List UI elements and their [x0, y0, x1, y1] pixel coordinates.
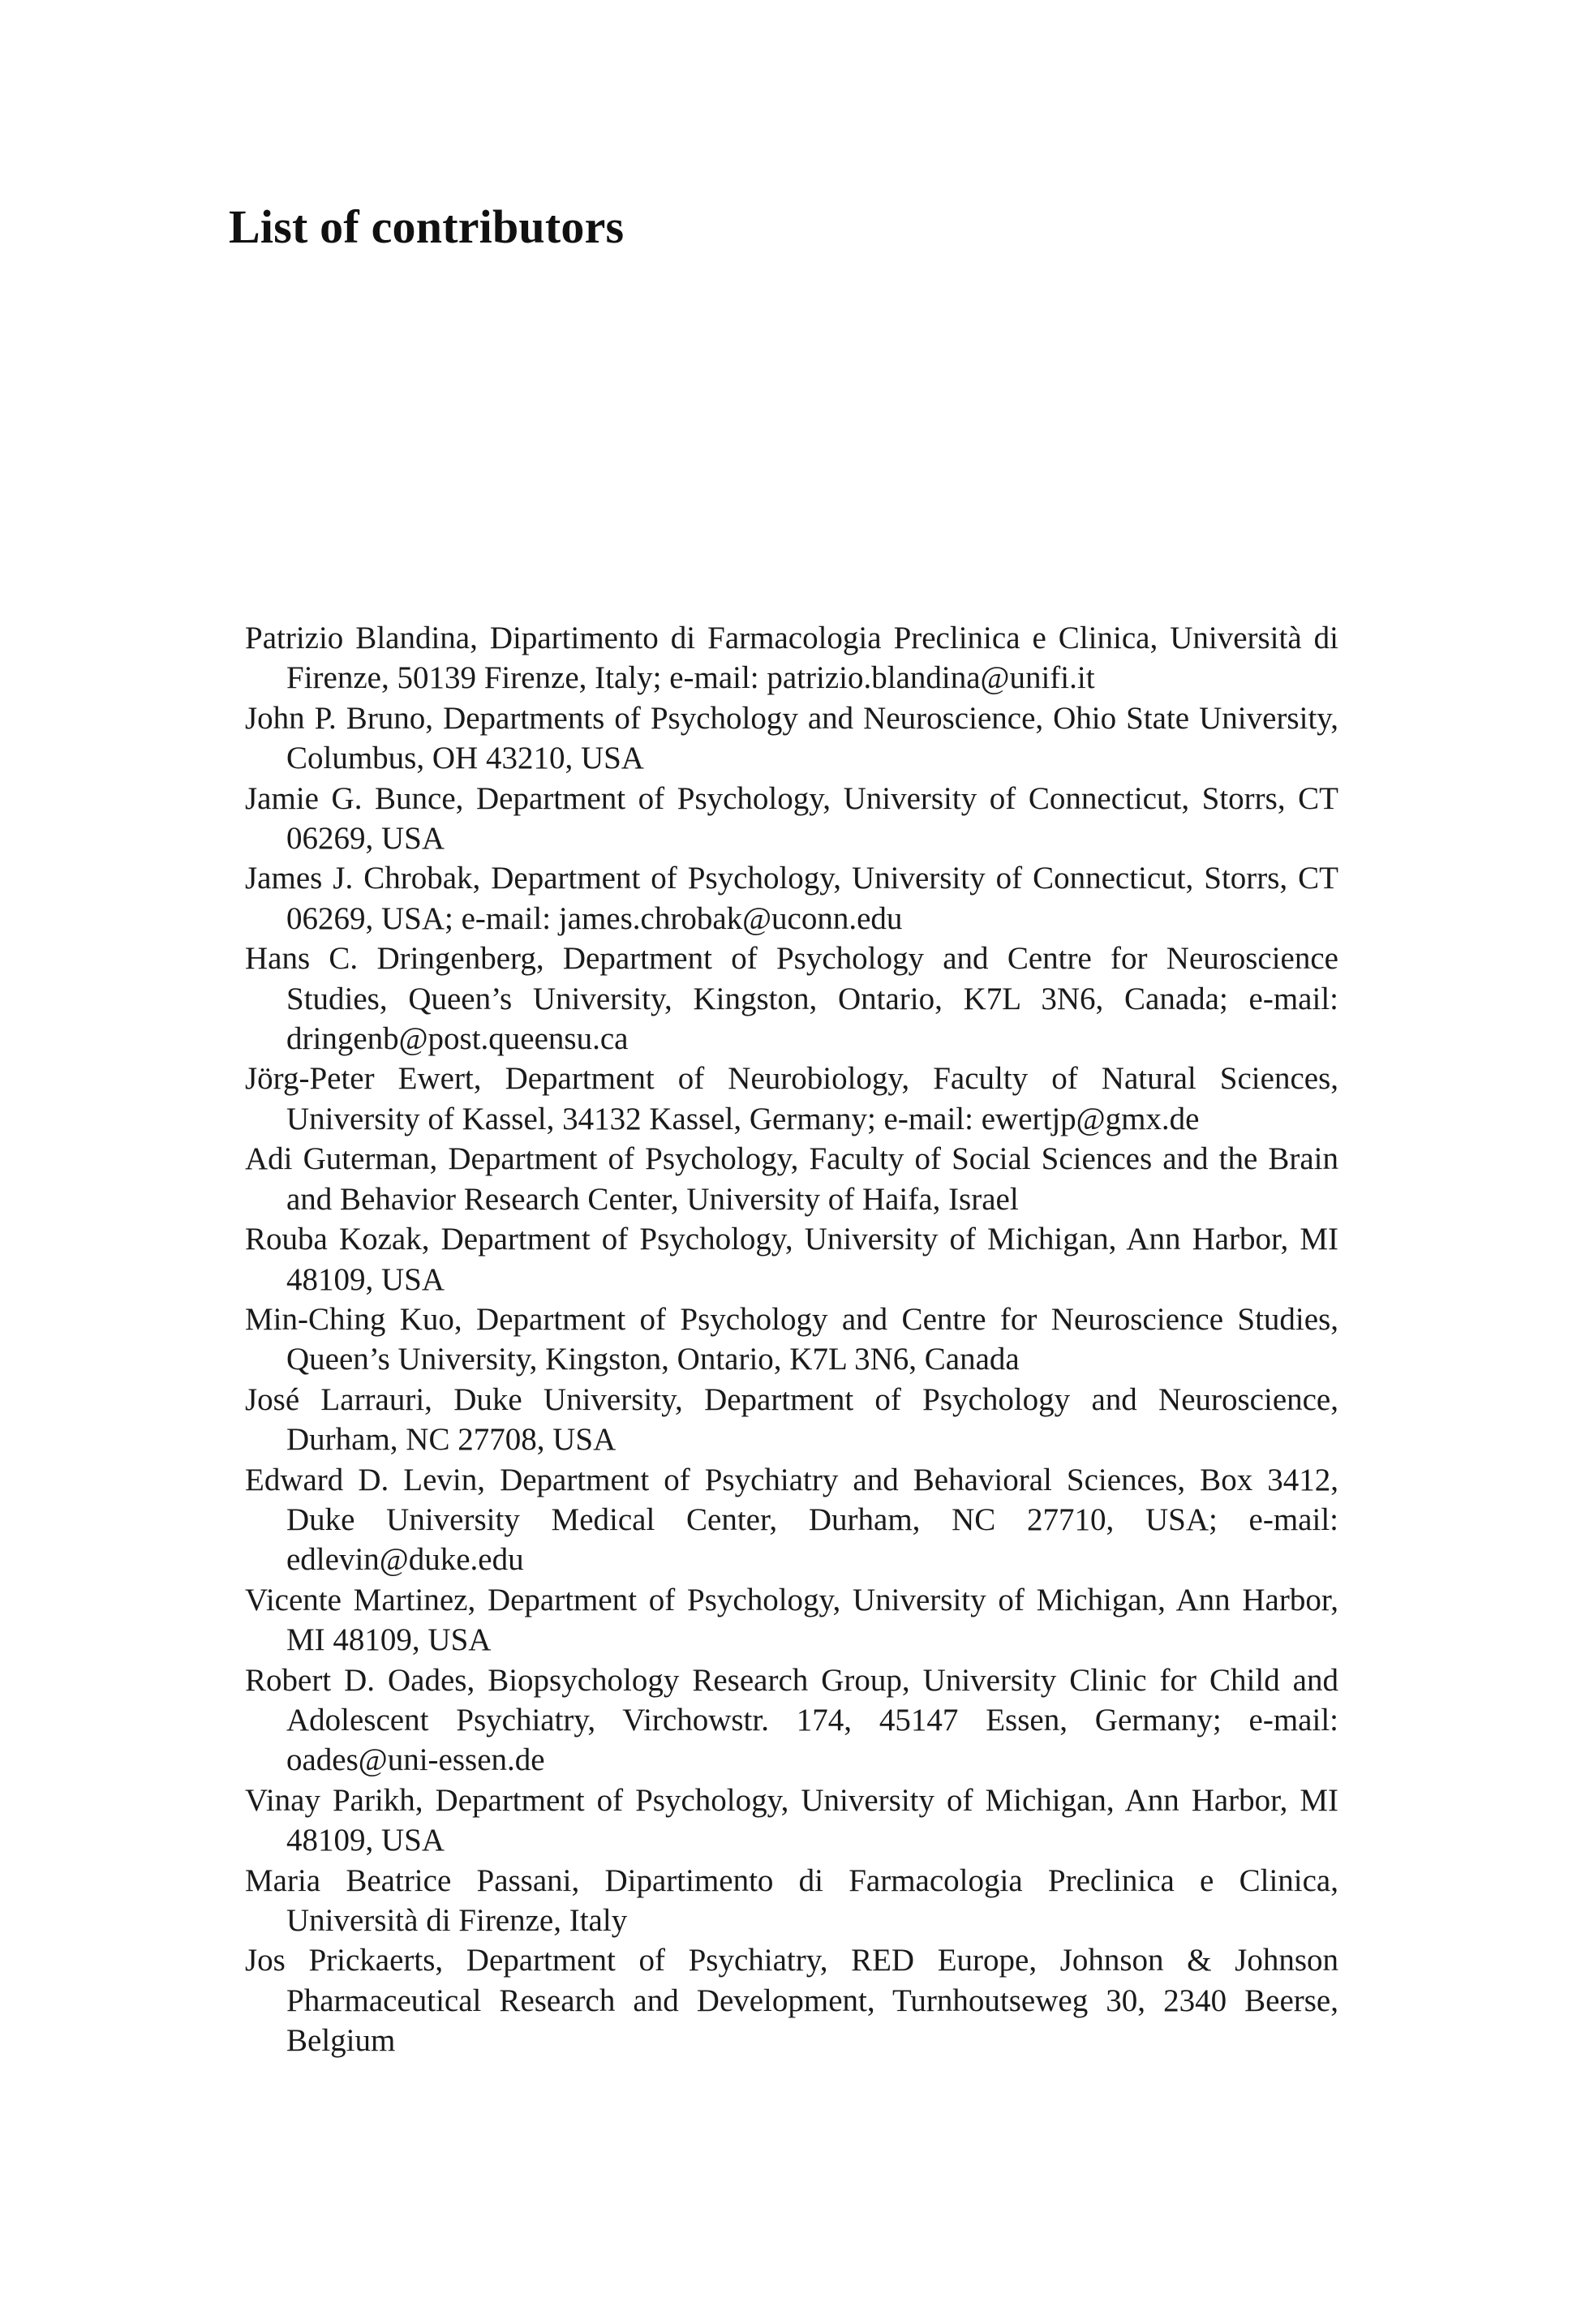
contributor-entry: Vicente Martinez, Department of Psychology, University of Michigan, Ann Harbor, MI 48109, USA: [245, 1582, 1338, 1658]
contributor-entry: James J. Chrobak, Department of Psychology, University of Connecticut, Storrs, CT 06269, USA; e-mail: james.chrobak@uconn.edu: [245, 861, 1338, 936]
contributor-entry: Jörg-Peter Ewert, Department of Neurobiology, Faculty of Natural Sciences, University of Kassel, 34132 Kassel, Germany; e-mail: ewertjp@gmx.de: [245, 1061, 1338, 1136]
contributor-entry: Jos Prickaerts, Department of Psychiatry, RED Europe, Johnson & Johnson Pharmaceutical Research and Development, Turnhoutseweg 30, 2340 Beerse, Belgium: [245, 1943, 1338, 2059]
contributor-entry: Edward D. Levin, Department of Psychiatry and Behavioral Sciences, Box 3412, Duke University Medical Center, Durham, NC 27710, USA; e-mail: edlevin@duke.edu: [245, 1462, 1338, 1578]
page-title: List of contributors: [229, 200, 625, 253]
contributor-entry: José Larrauri, Duke University, Department of Psychology and Neuroscience, Durham, NC 27708, USA: [245, 1381, 1338, 1458]
contributor-entry: Robert D. Oades, Biopsychology Research Group, University Clinic for Child and Adolescent Psychiatry, Virchowstr. 174, 45147 Essen, Germany; e-mail: oades@uni-essen.de: [245, 1662, 1338, 1778]
contributor-entry: Adi Guterman, Department of Psychology, Faculty of Social Sciences and the Brain and Behavior Research Center, University of Haifa, Israel: [245, 1141, 1338, 1217]
contributor-entry: Jamie G. Bunce, Department of Psychology, University of Connecticut, Storrs, CT 06269, USA: [245, 780, 1338, 857]
contributor-entry: John P. Bruno, Departments of Psychology and Neuroscience, Ohio State University, Columbus, OH 43210, USA: [245, 700, 1338, 776]
contributor-entry: Vinay Parikh, Department of Psychology, University of Michigan, Ann Harbor, MI 48109, USA: [245, 1782, 1338, 1858]
contributor-entry: Hans C. Dringenberg, Department of Psychology and Centre for Neuroscience Studies, Queen’s University, Kingston, Ontario, K7L 3N6, Canada; e-mail: dringenb@post.queensu.ca: [245, 941, 1338, 1057]
contributor-entry: Maria Beatrice Passani, Dipartimento di Farmacologia Preclinica e Clinica, Università di Firenze, Italy: [245, 1862, 1338, 1938]
contributor-entry: Rouba Kozak, Department of Psychology, University of Michigan, Ann Harbor, MI 48109, USA: [245, 1222, 1338, 1297]
contributor-list: [245, 618, 1338, 2061]
contributor-entry: Min-Ching Kuo, Department of Psychology and Centre for Neuroscience Studies, Queen’s University, Kingston, Ontario, K7L 3N6, Canada: [245, 1301, 1338, 1377]
contributor-entry: Patrizio Blandina, Dipartimento di Farmacologia Preclinica e Clinica, Università di Firenze, 50139 Firenze, Italy; e-mail: patrizio.blandina@unifi.it: [245, 621, 1338, 696]
